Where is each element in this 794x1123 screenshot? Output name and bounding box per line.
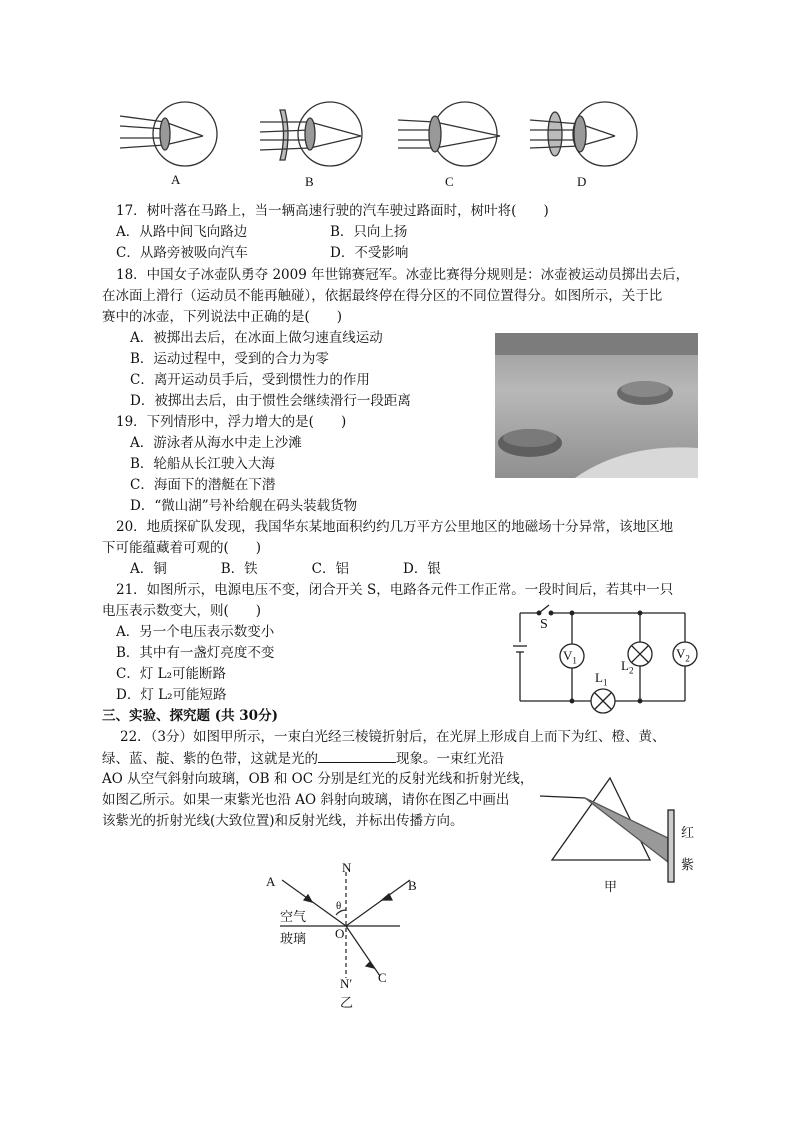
q19-option-b: B．轮船从长江驶入大海 (130, 456, 275, 472)
refraction-figure (262, 862, 422, 1012)
q22-stem-4: 如图乙所示。如果一束紫光也沿 AO 斜射向玻璃，请你在图乙中画出 (102, 792, 510, 808)
q20-stem-1: 20．地质探矿队发现，我国华东某地面积约约几万平方公里地区的地磁场十分异常，该地区地 (116, 519, 674, 535)
prism-diagram (540, 770, 700, 900)
eye-figure (115, 98, 645, 198)
angle-theta: θ (336, 900, 342, 912)
q18-option-c: C．离开运动员手后，受到惯性力的作用 (130, 372, 370, 388)
normal-label-n2: N′ (340, 976, 353, 991)
q17-stem: 17．树叶落在马路上，当一辆高速行驶的汽车驶过路面时，树叶将( ) (116, 203, 549, 219)
q22-stem-5: 该紫光的折射光线(大致位置)和反射光线，并标出传播方向。 (102, 813, 464, 829)
ray-label-b: B (408, 878, 417, 893)
q18-option-b: B．运动过程中，受到的合力为零 (130, 351, 329, 367)
q22-stem-3: AO 从空气斜射向玻璃，OB 和 OC 分别是红光的反射光线和折射光线， (102, 771, 534, 787)
l1-label: $L_1$ (595, 670, 608, 688)
ray-label-c: C (378, 970, 387, 985)
curling-photo (495, 333, 698, 478)
eye-diagrams (115, 98, 645, 198)
q19-option-a: A．游泳者从海水中走上沙滩 (130, 435, 302, 451)
v2-symbol: $V_2$ (676, 646, 690, 664)
l2-label: $L_2$ (621, 658, 634, 676)
q21-option-c: C．灯 L₂可能断路 (116, 666, 226, 682)
q21-stem-1: 21．如图所示，电源电压不变，闭合开关 S，电路各元件工作正常。一段时间后，若其中一只 (116, 582, 674, 598)
q19-option-d: D．“微山湖”号补给舰在码头装载货物 (130, 498, 358, 514)
q22-answer-blank[interactable] (318, 748, 396, 763)
q22-stem-2: 绿、蓝、靛、紫的色带，这就是光的 现象。一束红光沿 (102, 748, 504, 769)
v1-symbol: $V_1$ (563, 648, 577, 666)
prism-red-label: 红 (681, 825, 695, 840)
point-o: O (335, 926, 345, 941)
q17-option-c: C．从路旁被吸向汽车 (116, 245, 248, 261)
ray-label-a: A (266, 874, 276, 889)
air-label: 空气 (280, 909, 307, 924)
prism-figure (540, 770, 700, 900)
normal-label-n: N (342, 860, 352, 875)
prism-caption: 甲 (604, 879, 618, 894)
q18-option-a: A．被掷出去后，在冰面上做匀速直线运动 (130, 330, 383, 346)
q21-option-d: D．灯 L₂可能短路 (116, 687, 227, 703)
q18-stem-1: 18．中国女子冰壶队勇夺 2009 年世锦赛冠军。冰壶比赛得分规则是：冰壶被运动员掷出去后， (116, 267, 690, 283)
q17-option-b: B．只向上扬 (330, 224, 408, 240)
eye-label-d: D (577, 174, 587, 189)
eye-label-a: A (171, 172, 181, 187)
q19-stem: 19．下列情形中，浮力增大的是( ) (116, 414, 347, 430)
eye-label-b: B (305, 174, 314, 189)
q17-option-a: A．从路中间飞向路边 (116, 224, 248, 240)
q21-option-b: B．其中有一盏灯亮度不变 (116, 645, 275, 661)
glass-label: 玻璃 (280, 931, 307, 946)
q18-option-d: D．被掷出去后，由于惯性会继续滑行一段距离 (130, 393, 411, 409)
q18-stem-3: 赛中的冰壶，下列说法中正确的是( ) (102, 309, 343, 325)
prism-violet-label: 紫 (681, 857, 695, 872)
q18-stem-2: 在冰面上滑行（运动员不能再触碰），依据最终停在得分区的不同位置得分。如图所示，关于比 (102, 288, 663, 304)
curling-stones (495, 333, 698, 478)
circuit-diagram (515, 608, 700, 708)
q21-stem-2: 电压表示数变大，则( ) (102, 603, 262, 619)
q17-option-d: D．不受影响 (330, 245, 409, 261)
q20-stem-2: 下可能蕴藏着可观的( ) (102, 540, 262, 556)
q22-stem-1: 22．（3分）如图甲所示，一束白光经三棱镜折射后，在光屏上形成自上而下为红、橙、黄、 (120, 729, 666, 745)
section3-title: 三、实验、探究题 (共 30分) (102, 708, 278, 724)
q20-options: A．铜 B．铁 C．铝 D．银 (130, 561, 441, 577)
q21-option-a: A．另一个电压表示数变小 (116, 624, 275, 640)
q19-option-c: C．海面下的潜艇在下潜 (130, 477, 276, 493)
refraction-caption: 乙 (340, 995, 354, 1010)
eye-label-c: C (445, 174, 454, 189)
switch-label: S (540, 617, 548, 632)
